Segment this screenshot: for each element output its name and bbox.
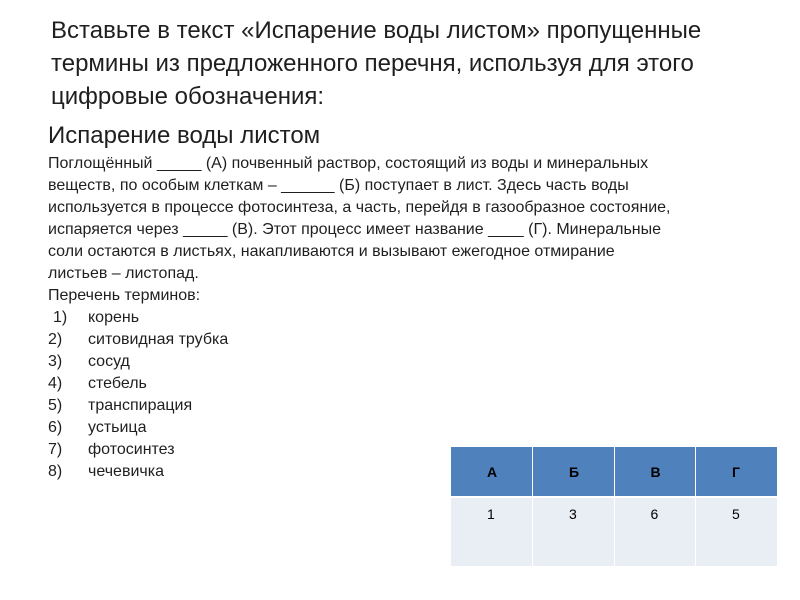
answer-value-cell: 6	[614, 497, 696, 528]
answer-table	[451, 447, 777, 566]
term-number: 2)	[48, 331, 63, 348]
term-text: фотосинтез	[88, 441, 175, 458]
list-item	[48, 351, 728, 373]
term-text: устьица	[88, 419, 147, 436]
answer-value-cell: 1	[451, 497, 533, 528]
paragraph-line: испаряется через _____ (В). Этот процесс имеет название ____ (Г). Минеральные	[48, 221, 662, 238]
answer-value-row	[451, 497, 777, 528]
term-text: транспирация	[88, 397, 193, 414]
term-number: 8)	[48, 463, 63, 480]
list-item	[48, 417, 728, 439]
paragraph-line: соли остаются в листьях, накапливаются и вызывают ежегодное отмирание	[48, 243, 615, 260]
answer-value-cell: 5	[696, 497, 778, 528]
task-text	[48, 153, 728, 483]
list-item	[48, 307, 728, 329]
terms-list-title: Перечень терминов:	[48, 287, 201, 304]
list-item	[48, 329, 728, 351]
term-number: 1)	[53, 309, 68, 326]
list-item	[48, 373, 728, 395]
term-number: 3)	[48, 353, 63, 370]
answer-header-cell: Г	[696, 447, 778, 497]
paragraph-line: Поглощённый _____ (А) почвенный раствор, состоящий из воды и минеральных	[48, 155, 649, 172]
answer-header-cell: В	[614, 447, 696, 497]
answer-header-row	[451, 447, 777, 497]
paragraph-line: листьев – листопад.	[48, 265, 199, 282]
paragraph-line: веществ, по особым клеткам – ______ (Б) поступает в лист. Здесь часть воды	[48, 177, 629, 194]
task-heading: Вставьте в текст «Испарение воды листом» пропущенные термины из предложенного перечня, используя для этого цифровые обозначения:	[51, 17, 702, 110]
answer-header-cell: Б	[533, 447, 615, 497]
term-number: 6)	[48, 419, 63, 436]
term-text: сосуд	[88, 353, 130, 370]
paragraph-line: используется в процессе фотосинтеза, а часть, перейдя в газообразное состояние,	[48, 199, 671, 216]
term-number: 7)	[48, 441, 63, 458]
answer-empty-row	[451, 528, 777, 566]
list-item	[48, 395, 728, 417]
term-text: корень	[88, 309, 140, 326]
term-number: 4)	[48, 375, 63, 392]
answer-empty-cell	[696, 528, 778, 566]
term-text: ситовидная трубка	[88, 331, 229, 348]
term-text: стебель	[88, 375, 147, 392]
answer-empty-cell	[533, 528, 615, 566]
answer-header-cell: А	[451, 447, 533, 497]
term-number: 5)	[48, 397, 63, 414]
answer-empty-cell	[451, 528, 533, 566]
answer-value-cell: 3	[533, 497, 615, 528]
text-title: Испарение воды листом	[48, 122, 321, 149]
term-text: чечевичка	[88, 463, 164, 480]
answer-empty-cell	[614, 528, 696, 566]
